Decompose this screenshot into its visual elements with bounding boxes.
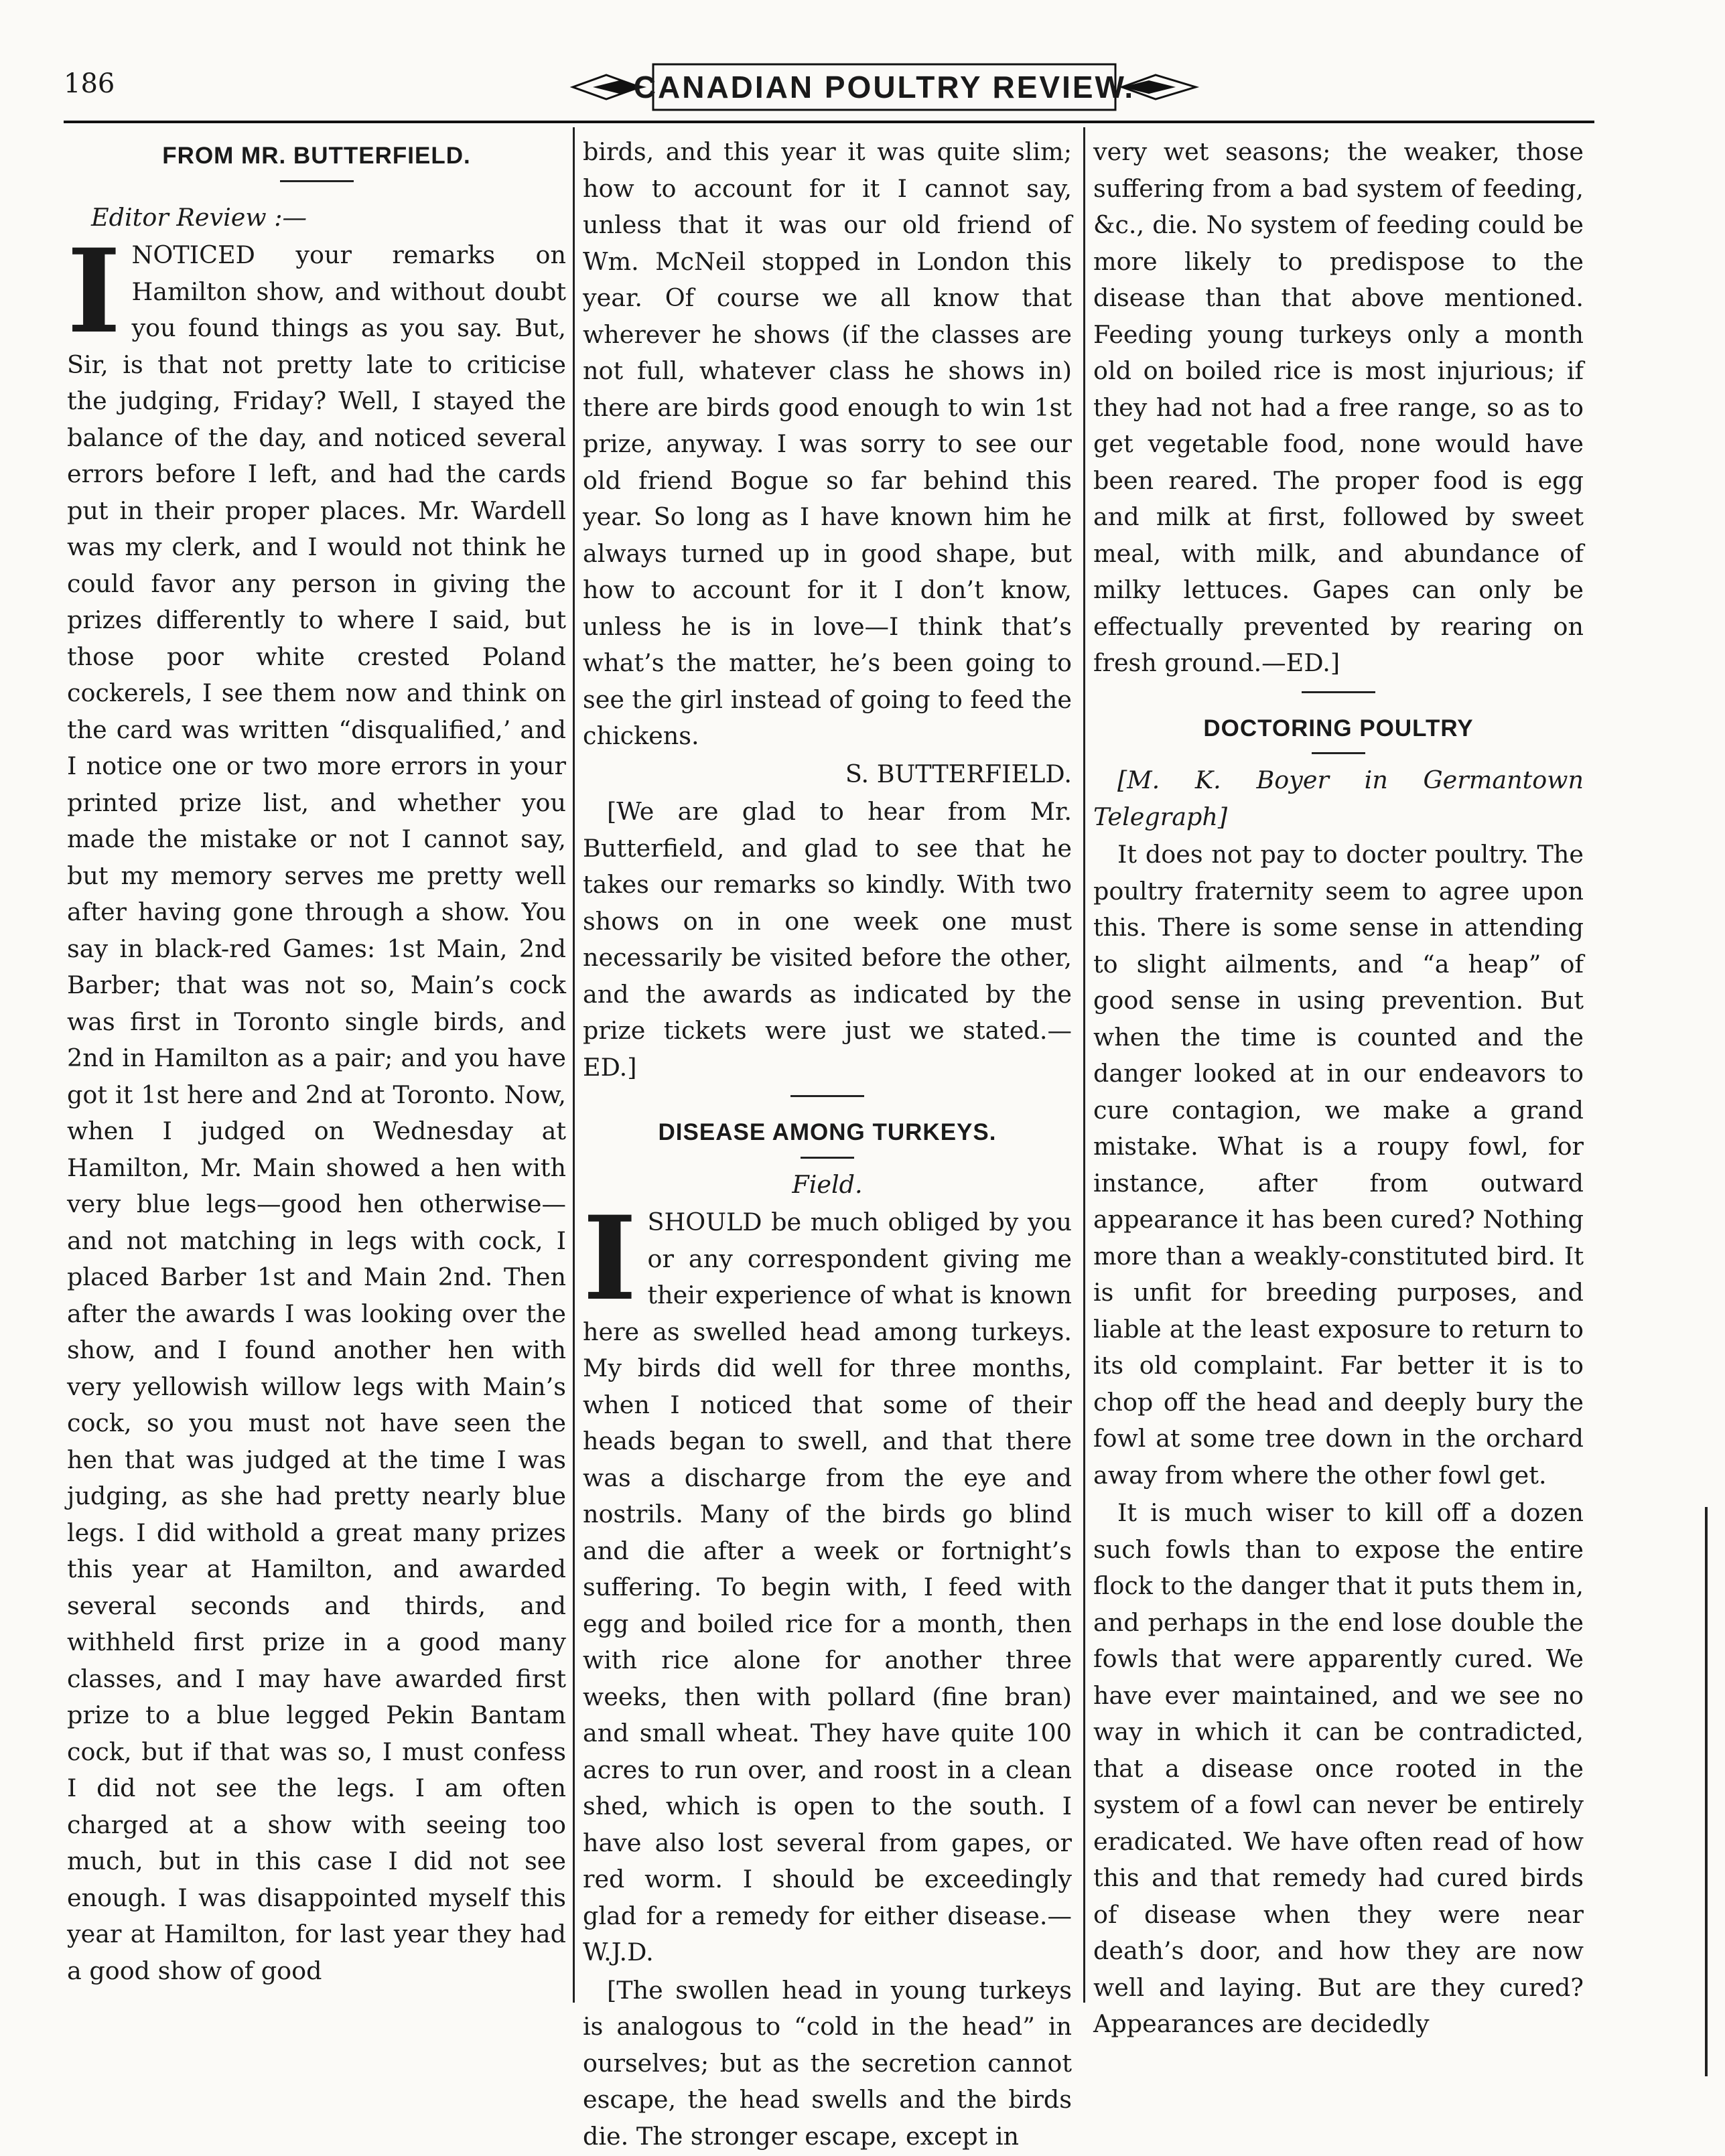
article-heading: FROM MR. BUTTERFIELD. [162, 143, 471, 169]
column-divider [1083, 127, 1085, 2003]
author-name: Field. [792, 1169, 863, 1199]
masthead-title: CANADIAN POULTRY REVIEW. [633, 70, 1135, 104]
article-paragraph: birds, and this year it was quite slim; how to account for it I cannot say, unless that it was our old friend of Wm. McNeil stopped in London this year. Of course we all know that wherever he shows (if the classes are not full, whatever class he shows in) there are birds good enough to win 1st prize, anyway. I was sorry to see our old friend Bogue so far behind this year. So long as I have known him he always turned up in good shape, but how to account for it I don’t know, unless he is in love—I think that’s what’s the matter, he’s been going to see the girl instead of going to feed the chickens. [583, 137, 1072, 750]
editor-note: [We are glad to hear from Mr. Butterfield, and glad to see that he takes our remarks so kindly. With two shows on in one week one must necessarily be visited before the other, and the awards as indicated by the prize tickets were just we stated.—ED.] [583, 797, 1072, 1082]
page-edge [1705, 1507, 1708, 2076]
article-paragraph: ISHOULD be much obliged by you or any correspondent giving me their experience of what is known here as swelled head among turkeys. My birds did well for three months, when I noticed that some of their heads began to swell, and that there was a discharge from the eye and nostrils. Many of the birds go blind and die after a week or fortnight’s suffering. To begin with, I feed with egg and boiled rice for a month, then with rice alone for another three weeks, then with pollard (fine bran) and small wheat. They have quite 100 acres to run over, and roost in a clean shed, which is open to the south. I have also lost several from gapes, or red worm. I should be exceedingly glad for a remedy for either disease.—W.J.D. [583, 1190, 1072, 1966]
column-1 [67, 134, 566, 1991]
heading-rule [1312, 752, 1365, 754]
article-paragraph: very wet seasons; the weaker, those suffering from a bad system of feeding, &c., die. No system of feeding could be more likely to predispose to the disease than that above mentioned. Feeding young turkeys only a month old on boiled rice is most injurious; if they had not had a free range, so as to get vegetable food, none would have been reared. The proper food is egg and milk at first, followed by sweet meal, with milk, and abundance of milky lettuces. Gapes can only be effectually prevented by rearing on fresh ground.—ED.] [1093, 137, 1584, 677]
column-2 [583, 134, 1072, 2156]
heading-rule [801, 1157, 854, 1159]
masthead [566, 60, 1202, 114]
page-number: 186 [64, 68, 115, 99]
heading-rule [280, 180, 354, 182]
column-divider [573, 127, 575, 2003]
column-3 [1093, 134, 1584, 2044]
article-paragraph: It is much wiser to kill off a dozen such fowls than to expose the entire flock to the danger that it puts them in, and perhaps in the end lose double the fowls that were apparently cured. We have ever maintained, and we see no way in which it can be contradicted, that a disease once rooted in the system of a fowl can never be entirely eradicated. We have often read of how this and that remedy had cured birds of disease when they were near death’s door, and how they are now well and laying. But are they cured? Appearances are decidedly [1093, 1498, 1584, 2038]
header-rule [64, 121, 1594, 123]
article-heading: DISEASE AMONG TURKEYS. [658, 1119, 997, 1145]
article-source: [M. K. Boyer in Germantown Telegraph] [1093, 766, 1584, 831]
signature: S. BUTTERFIELD. [845, 759, 1072, 788]
drop-cap: I [583, 1190, 637, 1326]
drop-cap: I [67, 223, 121, 359]
editor-note: [The swollen head in young turkeys is analogous to “cold in the head” in ourselves; but as the secretion cannot escape, the head swells and the birds die. The stronger escape, except in [583, 1975, 1072, 2151]
page-header [64, 60, 1594, 121]
section-rule [790, 1095, 864, 1097]
section-rule [1302, 691, 1375, 693]
article-heading: DOCTORING POULTRY [1203, 715, 1474, 741]
salutation: Editor Review :— [91, 202, 307, 232]
article-paragraph: INOTICED your remarks on Hamilton show, and without doubt you found things as you say. But, Sir, is that not pretty late to criticise the judging, Friday? Well, I stayed the balance of the day, and noticed several errors before I left, and had the cards put in their proper places. Mr. Wardell was my clerk, and I would not think he could favor any person in giving the prizes differently to where I said, but those poor white crested Poland cockerels, I see them now and think on the card was written “disqualified,’ and I notice one or two more errors in your printed prize list, and whether you made the mistake or not I cannot say, but my memory serves me pretty well after having gone through a show. You say in black-red Games: 1st Main, 2nd Barber; that was not so, Main’s cock was first in Toronto single birds, and 2nd in Hamilton as a pair; and you have got it 1st here and 2nd at Toronto. Now, when I judged on Wednesday at Hamilton, Mr. Main showed a hen with very blue legs—good hen otherwise—and not matching in legs with cock, I placed Barber 1st and Main 2nd. Then after the awards I was looking over the show, and I found another hen with very yellowish willow legs with Main’s cock, so you must not have seen the hen that was judged at the time I was judging, as she had pretty nearly blue legs. I did withold a great many prizes this year at Hamilton, and awarded several seconds and thirds, and withheld first prize in a good many classes, and I may have awarded first prize to a blue legged Pekin Bantam cock, but if that was so, I must confess I did not see the legs. I am often charged at a show with seeing too much, but in this case I did not see enough. I was disappointed myself this year at Hamilton, for last year they had a good show of good [67, 223, 566, 1985]
article-paragraph: It does not pay to docter poultry. The poultry fraternity seem to agree upon this. There is some sense in attending to slight ailments, and “a heap” of good sense in using prevention. But when the time is counted and the danger looked at in our endeavors to cure contagion, we make a grand mistake. What is a roupy fowl, for instance, after from outward appearance it has been cured? Nothing more than a weakly-constituted bird. It is unfit for breeding purposes, and liable at the least exposure to return to its old complaint. Far better it is to chop off the head and deeply bury the fowl at some tree down in the orchard away from where the other fowl get. [1093, 840, 1584, 1490]
